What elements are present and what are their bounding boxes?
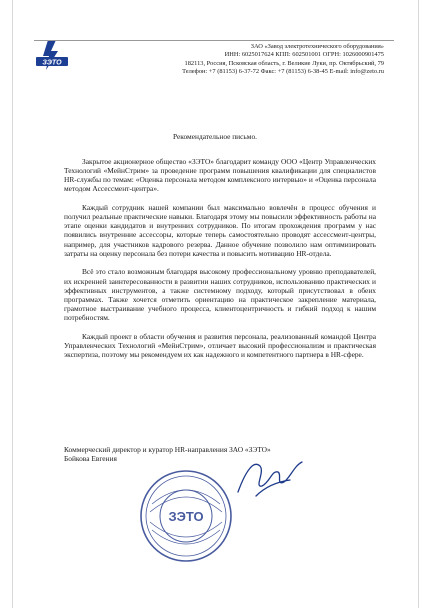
company-ids: ИНН: 6025017624 КПП: 602501001 ОГРН: 1026000901475 — [224, 51, 384, 59]
paragraph-2: Каждый сотрудник нашей компании был максимально вовлечён в процесс обучения и получил реальные практические навыки. Благодаря этому мы повысили эффективность работы на этапе оценки кандидатов и внутренних сотрудников. По итогам прохождения программ у нас появились внутренние ассессоры, которые теперь самостоятельно проводят ассессмент-центры, например, для участников кадрового резерва. Данное обучение позволило нам оптимизировать затраты на оценку персонала без потери качества и повысить мотивацию HR-отдела. — [64, 203, 376, 258]
company-contacts: Телефон: +7 (81153) 6-37-72 Факс: +7 (81153) 6-38-45 E-mail: info@zeto.ru — [182, 68, 384, 76]
company-name: ЗАО «Завод электротехнического оборудования» — [250, 43, 384, 50]
signer-name: Бойкова Евгения — [64, 454, 117, 464]
paragraph-3: Всё это стало возможным благодаря высокому профессиональному уровню преподавателей, их искренней заинтересованности в развитии наших сотрудников, использованию практических и эффективных инструментов, а также системному подходу, который присутствовал в обеих программах. Также хочется отметить ориентацию на практическое закрепление материала, грамотное выстраивание учебного процесса, клиентоцентричность и гибкий подход к нашим потребностям. — [64, 267, 376, 323]
signer-title: Коммерческий директор и куратор HR-направления ЗАО «ЗЭТО» — [64, 445, 271, 454]
scan-edge-left — [12, 0, 13, 608]
signature-block — [64, 445, 384, 464]
signature-icon — [232, 452, 312, 510]
letter-title: Рекомендательное письмо. — [172, 132, 258, 141]
paragraph-1: Закрытое акционерное общество «ЗЭТО» благодарит команду ООО «Центр Управленческих Технологий «МейнСтрим» за проведение программ повышения квалификации для специалистов HR-службы по темам: «Оценка персонала методом комплексного интервью» и «Оценка персонала методом Ассессмент-центра». — [64, 157, 376, 194]
company-address: 182113, Россия, Псковская область, г. Великие Луки, пр. Октябрьский, 79 — [184, 59, 384, 67]
paragraph-4: Каждый проект в области обучения и развития персонала, реализованный командой Центра Управленческих Технологий «МейнСтрим», отличает высокий профессионализм и практическая экспертиза, поэтому мы рекомендуем их как надежного и компетентного партнера в HR-сфере. — [64, 331, 376, 359]
company-stamp — [138, 468, 234, 564]
logo-text: ЗЭТО — [42, 59, 62, 67]
letter-body — [64, 157, 376, 369]
stamp-center-text: ЗЭТО — [168, 509, 204, 524]
header-divider — [34, 40, 394, 41]
handwritten-signature — [232, 452, 312, 510]
scan-edge-right — [418, 0, 419, 608]
letterhead — [64, 43, 384, 77]
round-seal-icon — [138, 468, 234, 564]
